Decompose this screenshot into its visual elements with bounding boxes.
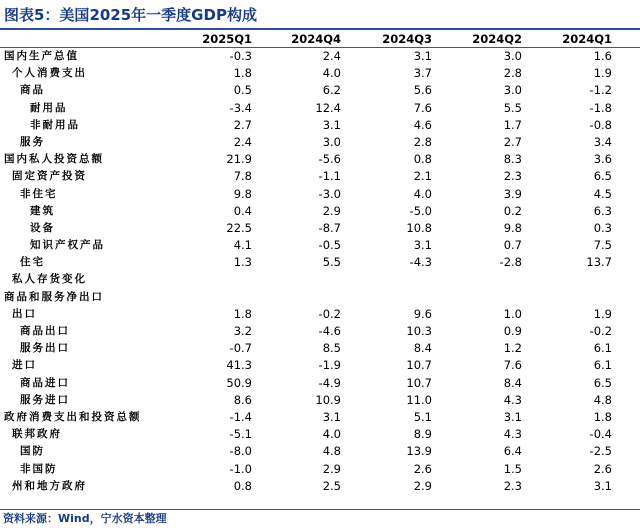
cell-value: 2.4	[233, 134, 252, 149]
cell-value: 9.8	[233, 186, 252, 201]
cell-value: 2.5	[322, 478, 341, 493]
row-label: 设备	[30, 221, 55, 234]
table-row	[0, 237, 640, 254]
cell-value: 8.3	[503, 152, 522, 167]
cell-value: 2.1	[413, 169, 432, 184]
row-label: 建筑	[30, 204, 55, 217]
source-note: 资料来源：Wind，宁水资本整理	[3, 512, 167, 525]
row-label: 商品	[20, 84, 45, 97]
table-row	[0, 271, 640, 288]
cell-value: 6.2	[322, 83, 341, 98]
cell-value: 6.5	[593, 169, 612, 184]
table-row	[0, 65, 640, 82]
cell-value: 1.8	[233, 66, 252, 81]
table-header	[0, 31, 640, 47]
cell-value: -0.4	[589, 427, 612, 442]
cell-value: 0.3	[593, 220, 612, 235]
cell-value: 7.6	[503, 358, 522, 373]
cell-value: 41.3	[226, 358, 252, 373]
cell-value: 1.6	[593, 49, 612, 63]
row-label: 服务出口	[20, 342, 70, 355]
table-row	[0, 48, 640, 65]
cell-value: 1.9	[593, 66, 612, 81]
column-header-2024q2: 2024Q2	[472, 32, 522, 46]
cell-value: 3.2	[233, 324, 252, 338]
cell-value: 22.5	[226, 220, 252, 235]
cell-value: 21.9	[226, 152, 252, 167]
cell-value: 3.4	[593, 134, 612, 149]
cell-value: 7.6	[413, 100, 432, 115]
cell-value: -0.5	[318, 238, 341, 253]
cell-value: 2.7	[233, 117, 252, 132]
row-label: 非耐用品	[30, 118, 80, 131]
cell-value: 3.1	[503, 409, 522, 424]
cell-value: 1.5	[503, 461, 522, 476]
cell-value: 4.3	[503, 427, 522, 442]
row-label: 进口	[12, 359, 37, 372]
row-label: 私人存货变化	[12, 273, 87, 286]
table-row	[0, 340, 640, 357]
cell-value: 2.8	[503, 66, 522, 81]
row-label: 出口	[12, 307, 37, 320]
table-row	[0, 254, 640, 271]
cell-value: 5.6	[413, 83, 432, 98]
cell-value: -1.0	[229, 461, 252, 476]
row-label: 国内生产总值	[4, 50, 79, 62]
cell-value: 1.0	[503, 306, 522, 321]
cell-value: 4.6	[413, 117, 432, 132]
cell-value: 4.8	[322, 444, 341, 459]
cell-value: 9.6	[413, 306, 432, 321]
cell-value: 0.4	[233, 203, 252, 218]
cell-value: 2.3	[503, 169, 522, 184]
cell-value: 2.6	[593, 461, 612, 476]
table-row	[0, 392, 640, 409]
cell-value: -0.2	[589, 324, 612, 338]
table-row	[0, 443, 640, 460]
cell-value: 3.9	[503, 186, 522, 201]
cell-value: 8.6	[233, 392, 252, 407]
table-row	[0, 117, 640, 134]
cell-value: -5.6	[318, 152, 341, 167]
cell-value: 0.2	[503, 203, 522, 218]
row-label: 服务	[20, 135, 45, 148]
table-row	[0, 168, 640, 185]
cell-value: 0.8	[233, 478, 252, 493]
cell-value: 3.0	[322, 134, 341, 149]
table-row	[0, 186, 640, 203]
cell-value: 3.0	[503, 83, 522, 98]
cell-value: 2.6	[413, 461, 432, 476]
table-row	[0, 134, 640, 151]
table-row	[0, 82, 640, 99]
title-rule	[0, 28, 640, 30]
row-label: 国防	[20, 445, 45, 458]
cell-value: 4.8	[593, 392, 612, 407]
cell-value: -8.0	[229, 444, 252, 459]
cell-value: 1.2	[503, 341, 522, 356]
cell-value: -4.3	[409, 255, 432, 270]
cell-value: 7.5	[593, 238, 612, 253]
row-label: 商品出口	[20, 325, 70, 337]
column-header-2024q4: 2024Q4	[291, 32, 341, 46]
cell-value: 0.7	[503, 238, 522, 253]
cell-value: 3.1	[413, 49, 432, 63]
cell-value: 2.9	[322, 203, 341, 218]
cell-value: 4.3	[503, 392, 522, 407]
gdp-table-body	[0, 48, 640, 495]
cell-value: 4.5	[593, 186, 612, 201]
row-label: 州和地方政府	[12, 479, 87, 492]
cell-value: 10.7	[406, 358, 432, 373]
cell-value: 13.9	[406, 444, 432, 459]
row-label: 商品和服务净出口	[4, 290, 104, 303]
table-row	[0, 203, 640, 220]
row-label: 固定资产投资	[12, 170, 87, 183]
figure-title: 图表5：美国2025年一季度GDP构成	[4, 6, 257, 24]
row-label: 耐用品	[30, 101, 68, 114]
cell-value: 2.8	[413, 134, 432, 149]
cell-value: 3.1	[413, 238, 432, 253]
cell-value: -0.7	[229, 341, 252, 356]
cell-value: -0.2	[318, 306, 341, 321]
cell-value: -5.1	[229, 427, 252, 442]
cell-value: -8.7	[318, 220, 341, 235]
cell-value: -1.2	[589, 83, 612, 98]
cell-value: 2.7	[503, 134, 522, 149]
table-row	[0, 357, 640, 374]
table-row	[0, 478, 640, 495]
column-header-2024q1: 2024Q1	[562, 32, 612, 46]
cell-value: 4.0	[413, 186, 432, 201]
column-header-2024q3: 2024Q3	[382, 32, 432, 46]
cell-value: 7.8	[233, 169, 252, 184]
cell-value: 0.5	[233, 83, 252, 98]
row-label: 知识产权产品	[30, 239, 105, 252]
cell-value: 9.8	[503, 220, 522, 235]
cell-value: 3.1	[322, 409, 341, 424]
cell-value: 8.5	[322, 341, 341, 356]
cell-value: 1.9	[593, 306, 612, 321]
cell-value: 10.8	[406, 220, 432, 235]
table-row	[0, 461, 640, 478]
table-row	[0, 375, 640, 392]
cell-value: 5.1	[413, 409, 432, 424]
cell-value: -1.1	[318, 169, 341, 184]
cell-value: 4.0	[322, 66, 341, 81]
table-row	[0, 323, 640, 340]
cell-value: 12.4	[315, 100, 341, 115]
cell-value: 5.5	[503, 100, 522, 115]
cell-value: 8.9	[413, 427, 432, 442]
cell-value: 1.8	[233, 306, 252, 321]
cell-value: 6.1	[593, 358, 612, 373]
cell-value: 2.4	[322, 49, 341, 63]
cell-value: 2.9	[413, 478, 432, 493]
row-label: 服务进口	[20, 393, 70, 406]
cell-value: -1.9	[318, 358, 341, 373]
cell-value: 11.0	[406, 392, 432, 407]
table-row	[0, 220, 640, 237]
cell-value: 3.6	[593, 152, 612, 167]
cell-value: -2.5	[589, 444, 612, 459]
cell-value: 3.7	[413, 66, 432, 81]
cell-value: 3.1	[322, 117, 341, 132]
row-label: 国内私人投资总额	[4, 153, 104, 166]
cell-value: 1.8	[593, 409, 612, 424]
row-label: 非住宅	[20, 187, 58, 200]
cell-value: -1.4	[229, 409, 252, 424]
table-row	[0, 151, 640, 168]
cell-value: 2.9	[322, 461, 341, 476]
table-row	[0, 100, 640, 117]
row-label: 住宅	[20, 256, 45, 269]
cell-value: 0.8	[413, 152, 432, 167]
column-header-2025q1: 2025Q1	[202, 32, 252, 46]
cell-value: 10.7	[406, 375, 432, 390]
cell-value: 3.0	[503, 49, 522, 63]
cell-value: 6.1	[593, 341, 612, 356]
row-label: 政府消费支出和投资总额	[4, 410, 142, 423]
cell-value: 4.1	[233, 238, 252, 253]
cell-value: 6.4	[503, 444, 522, 459]
cell-value: 13.7	[586, 255, 612, 270]
bottom-rule	[0, 509, 640, 510]
table-row	[0, 426, 640, 443]
cell-value: 4.0	[322, 427, 341, 442]
cell-value: 0.9	[503, 324, 522, 338]
cell-value: -5.0	[409, 203, 432, 218]
cell-value: 5.5	[322, 255, 341, 270]
table-row	[0, 409, 640, 426]
cell-value: 50.9	[226, 375, 252, 390]
cell-value: -3.4	[229, 100, 252, 115]
cell-value: -2.8	[499, 255, 522, 270]
cell-value: 3.1	[593, 478, 612, 493]
cell-value: 1.3	[233, 255, 252, 270]
cell-value: 2.3	[503, 478, 522, 493]
cell-value: 8.4	[503, 375, 522, 390]
row-label: 个人消费支出	[12, 67, 87, 80]
row-label: 非国防	[20, 462, 58, 475]
cell-value: 8.4	[413, 341, 432, 356]
cell-value: 10.9	[315, 392, 341, 407]
cell-value: 1.7	[503, 117, 522, 132]
cell-value: -0.3	[229, 49, 252, 63]
cell-value: -3.0	[318, 186, 341, 201]
cell-value: -1.8	[589, 100, 612, 115]
row-label: 商品进口	[20, 376, 70, 389]
table-row	[0, 289, 640, 306]
cell-value: -4.6	[318, 324, 341, 338]
cell-value: -4.9	[318, 375, 341, 390]
cell-value: -0.8	[589, 117, 612, 132]
cell-value: 6.3	[593, 203, 612, 218]
cell-value: 6.5	[593, 375, 612, 390]
row-label: 联邦政府	[12, 428, 62, 441]
table-row	[0, 306, 640, 323]
cell-value: 10.3	[406, 324, 432, 338]
